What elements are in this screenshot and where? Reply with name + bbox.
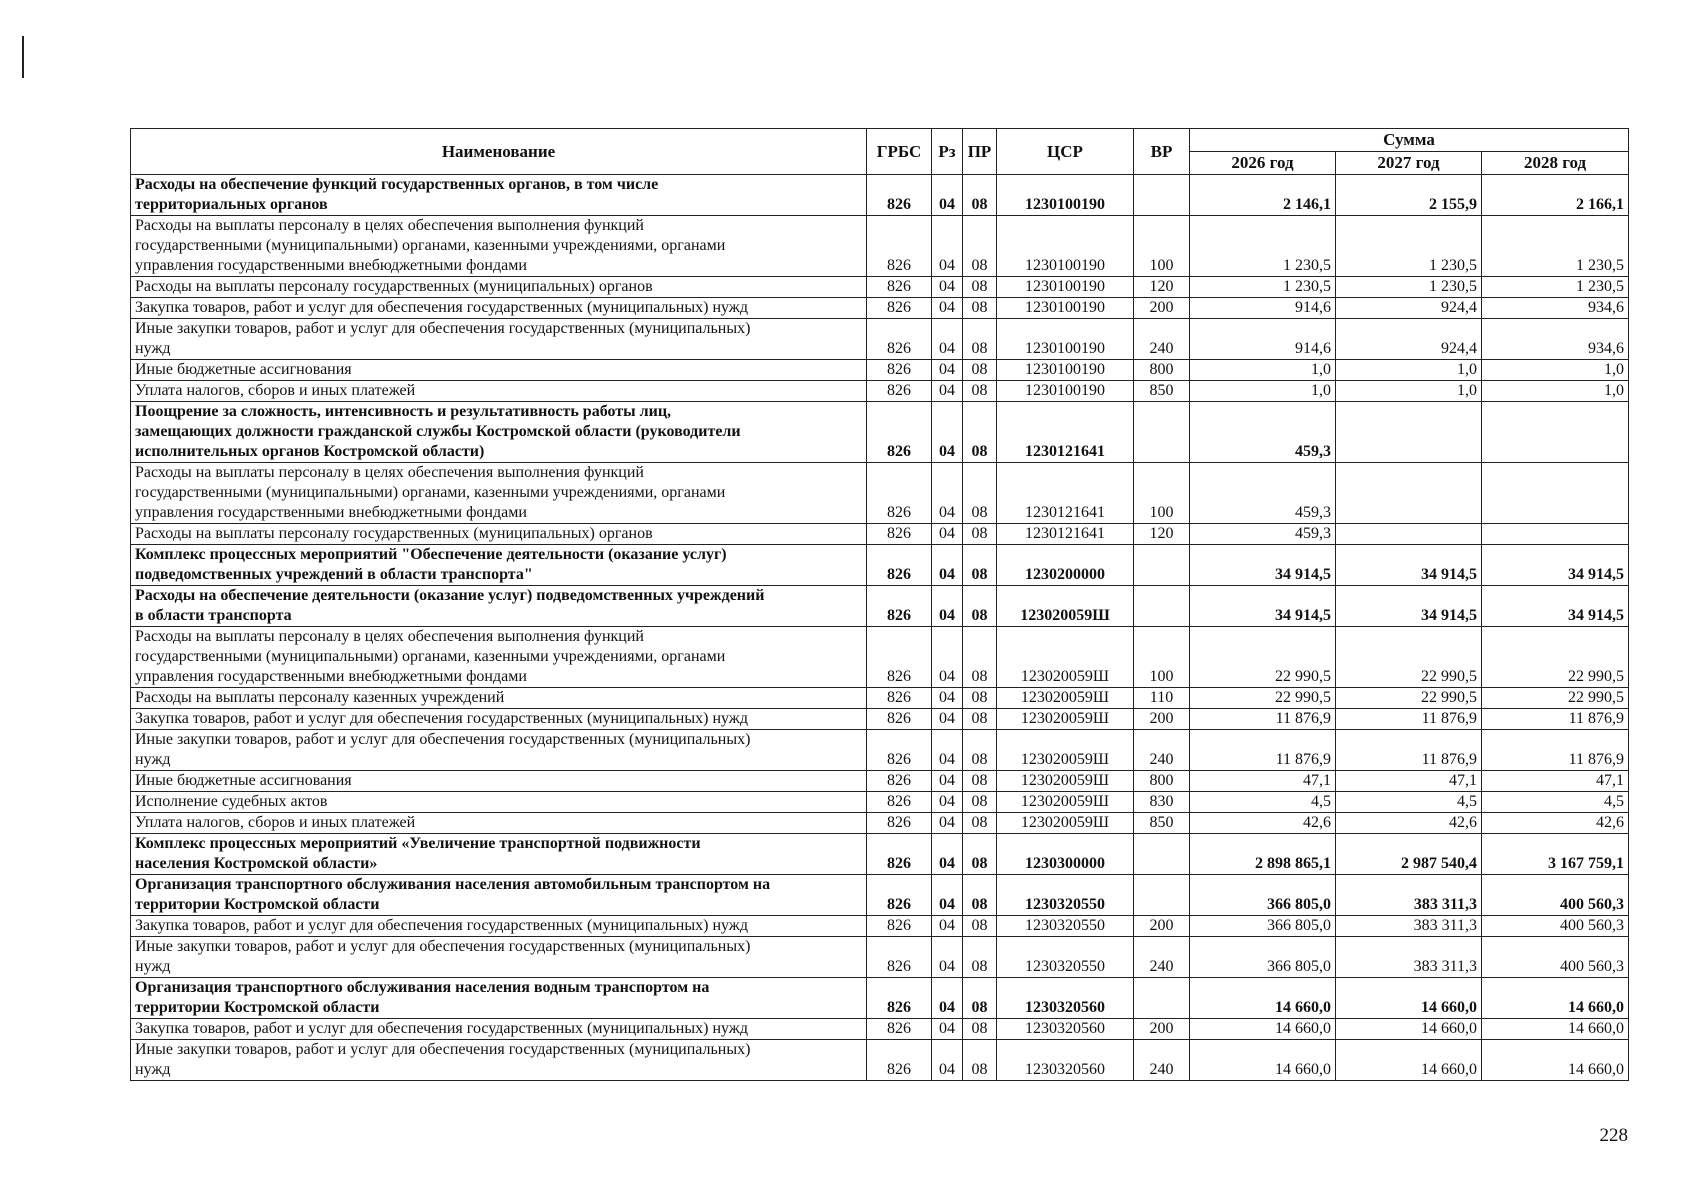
row-csr: 123020059Ш (997, 627, 1134, 688)
row-sum-2026: 11 876,9 (1190, 730, 1336, 771)
row-vr: 240 (1134, 1040, 1190, 1081)
row-sum-2027 (1336, 524, 1482, 545)
row-sum-2026: 4,5 (1190, 792, 1336, 813)
row-sum-2027: 383 311,3 (1336, 937, 1482, 978)
row-sum-2028: 4,5 (1482, 792, 1629, 813)
row-sum-2027: 47,1 (1336, 771, 1482, 792)
row-name: Иные бюджетные ассигнования (131, 771, 867, 792)
row-name: Расходы на выплаты персоналу в целях обеспечения выполнения функций государственными (муниципальными) органами, казенными учреждениями, органами управления государственными внебюджетными фондами (131, 463, 867, 524)
table-row (131, 319, 1629, 360)
row-csr: 1230320560 (997, 1040, 1134, 1081)
row-pr: 08 (963, 813, 997, 834)
row-pr: 08 (963, 792, 997, 813)
header-year-2026: 2026 год (1190, 152, 1336, 175)
row-pr: 08 (963, 360, 997, 381)
row-name: Организация транспортного обслуживания населения водным транспортом на территории Костромской области (131, 978, 867, 1019)
row-csr: 1230121641 (997, 402, 1134, 463)
row-sum-2028: 11 876,9 (1482, 709, 1629, 730)
row-sum-2027: 42,6 (1336, 813, 1482, 834)
row-csr: 1230121641 (997, 524, 1134, 545)
row-rz: 04 (932, 834, 963, 875)
row-sum-2027: 22 990,5 (1336, 688, 1482, 709)
row-name: Расходы на выплаты персоналу казенных учреждений (131, 688, 867, 709)
row-rz: 04 (932, 545, 963, 586)
row-pr: 08 (963, 524, 997, 545)
row-name: Закупка товаров, работ и услуг для обеспечения государственных (муниципальных) нужд (131, 709, 867, 730)
row-vr: 120 (1134, 277, 1190, 298)
row-sum-2028: 14 660,0 (1482, 1019, 1629, 1040)
row-csr: 1230200000 (997, 545, 1134, 586)
row-pr: 08 (963, 402, 997, 463)
row-vr: 850 (1134, 381, 1190, 402)
row-sum-2028: 400 560,3 (1482, 937, 1629, 978)
table-row (131, 277, 1629, 298)
margin-mark (22, 36, 24, 78)
row-name: Расходы на выплаты персоналу в целях обеспечения выполнения функций государственными (муниципальными) органами, казенными учреждениями, органами управления государственными внебюджетными фондами (131, 216, 867, 277)
row-csr: 123020059Ш (997, 586, 1134, 627)
table-row (131, 381, 1629, 402)
row-rz: 04 (932, 875, 963, 916)
row-sum-2027 (1336, 463, 1482, 524)
header-vr: ВР (1134, 129, 1190, 175)
row-sum-2026: 2 146,1 (1190, 175, 1336, 216)
row-csr: 123020059Ш (997, 813, 1134, 834)
row-grbs: 826 (867, 586, 932, 627)
row-sum-2027: 14 660,0 (1336, 1019, 1482, 1040)
row-sum-2027: 924,4 (1336, 298, 1482, 319)
row-vr (1134, 586, 1190, 627)
row-sum-2026: 11 876,9 (1190, 709, 1336, 730)
row-vr: 200 (1134, 916, 1190, 937)
row-rz: 04 (932, 792, 963, 813)
row-vr: 100 (1134, 216, 1190, 277)
row-grbs: 826 (867, 978, 932, 1019)
row-csr: 123020059Ш (997, 688, 1134, 709)
row-rz: 04 (932, 360, 963, 381)
table-row (131, 916, 1629, 937)
table-header (131, 129, 1629, 175)
row-rz: 04 (932, 813, 963, 834)
row-name: Расходы на выплаты персоналу государственных (муниципальных) органов (131, 277, 867, 298)
row-rz: 04 (932, 978, 963, 1019)
row-sum-2028: 14 660,0 (1482, 1040, 1629, 1081)
row-pr: 08 (963, 709, 997, 730)
row-sum-2027: 34 914,5 (1336, 545, 1482, 586)
row-sum-2027: 34 914,5 (1336, 586, 1482, 627)
row-sum-2028: 400 560,3 (1482, 875, 1629, 916)
row-csr: 1230320560 (997, 1019, 1134, 1040)
table-row (131, 524, 1629, 545)
row-name: Комплекс процессных мероприятий «Увеличение транспортной подвижности населения Костромской области» (131, 834, 867, 875)
row-pr: 08 (963, 277, 997, 298)
header-csr: ЦСР (997, 129, 1134, 175)
header-pr: ПР (963, 129, 997, 175)
row-sum-2028: 14 660,0 (1482, 978, 1629, 1019)
row-vr: 100 (1134, 463, 1190, 524)
row-rz: 04 (932, 1040, 963, 1081)
row-sum-2027: 383 311,3 (1336, 875, 1482, 916)
row-pr: 08 (963, 216, 997, 277)
row-grbs: 826 (867, 875, 932, 916)
row-sum-2028: 934,6 (1482, 298, 1629, 319)
row-rz: 04 (932, 627, 963, 688)
row-rz: 04 (932, 688, 963, 709)
row-rz: 04 (932, 175, 963, 216)
row-vr: 800 (1134, 771, 1190, 792)
row-vr: 120 (1134, 524, 1190, 545)
row-sum-2028: 2 166,1 (1482, 175, 1629, 216)
row-csr: 123020059Ш (997, 730, 1134, 771)
row-name: Расходы на обеспечение функций государственных органов, в том числе территориальных органов (131, 175, 867, 216)
row-sum-2026: 1,0 (1190, 360, 1336, 381)
row-grbs: 826 (867, 524, 932, 545)
row-rz: 04 (932, 771, 963, 792)
row-grbs: 826 (867, 627, 932, 688)
row-sum-2026: 34 914,5 (1190, 586, 1336, 627)
row-sum-2028: 34 914,5 (1482, 545, 1629, 586)
row-sum-2027: 22 990,5 (1336, 627, 1482, 688)
row-pr: 08 (963, 298, 997, 319)
table-row (131, 771, 1629, 792)
row-grbs: 826 (867, 298, 932, 319)
row-sum-2026: 459,3 (1190, 402, 1336, 463)
row-grbs: 826 (867, 360, 932, 381)
row-vr: 830 (1134, 792, 1190, 813)
row-name: Исполнение судебных актов (131, 792, 867, 813)
row-sum-2028: 42,6 (1482, 813, 1629, 834)
row-sum-2026: 366 805,0 (1190, 875, 1336, 916)
row-pr: 08 (963, 319, 997, 360)
row-csr: 1230320550 (997, 916, 1134, 937)
row-sum-2028: 1 230,5 (1482, 216, 1629, 277)
row-csr: 123020059Ш (997, 771, 1134, 792)
row-rz: 04 (932, 402, 963, 463)
row-csr: 1230100190 (997, 175, 1134, 216)
row-rz: 04 (932, 319, 963, 360)
row-sum-2026: 459,3 (1190, 524, 1336, 545)
row-vr: 200 (1134, 709, 1190, 730)
row-vr: 240 (1134, 319, 1190, 360)
row-name: Уплата налогов, сборов и иных платежей (131, 813, 867, 834)
row-name: Иные бюджетные ассигнования (131, 360, 867, 381)
row-sum-2027: 1,0 (1336, 381, 1482, 402)
header-sum: Сумма (1190, 129, 1629, 152)
row-sum-2028: 47,1 (1482, 771, 1629, 792)
table-row (131, 1019, 1629, 1040)
row-grbs: 826 (867, 709, 932, 730)
row-sum-2028: 34 914,5 (1482, 586, 1629, 627)
row-name: Закупка товаров, работ и услуг для обеспечения государственных (муниципальных) нужд (131, 1019, 867, 1040)
row-sum-2026: 1 230,5 (1190, 216, 1336, 277)
row-name: Организация транспортного обслуживания населения автомобильным транспортом на территории Костромской области (131, 875, 867, 916)
row-pr: 08 (963, 688, 997, 709)
row-csr: 1230121641 (997, 463, 1134, 524)
row-grbs: 826 (867, 937, 932, 978)
table-row (131, 875, 1629, 916)
row-sum-2027: 14 660,0 (1336, 1040, 1482, 1081)
table-row (131, 545, 1629, 586)
row-pr: 08 (963, 834, 997, 875)
row-csr: 1230300000 (997, 834, 1134, 875)
table-body (131, 175, 1629, 1081)
row-csr: 1230100190 (997, 319, 1134, 360)
table-row (131, 937, 1629, 978)
row-pr: 08 (963, 586, 997, 627)
row-csr: 1230100190 (997, 360, 1134, 381)
row-vr (1134, 978, 1190, 1019)
row-vr: 850 (1134, 813, 1190, 834)
row-sum-2027: 1,0 (1336, 360, 1482, 381)
row-pr: 08 (963, 978, 997, 1019)
row-grbs: 826 (867, 771, 932, 792)
table-row (131, 627, 1629, 688)
row-csr: 1230100190 (997, 277, 1134, 298)
page-number: 228 (1599, 1125, 1628, 1146)
row-pr: 08 (963, 1019, 997, 1040)
row-rz: 04 (932, 463, 963, 524)
row-vr: 100 (1134, 627, 1190, 688)
row-vr (1134, 834, 1190, 875)
row-name: Расходы на обеспечение деятельности (оказание услуг) подведомственных учреждений в области транспорта (131, 586, 867, 627)
header-year-2028: 2028 год (1482, 152, 1629, 175)
row-name: Закупка товаров, работ и услуг для обеспечения государственных (муниципальных) нужд (131, 298, 867, 319)
row-name: Поощрение за сложность, интенсивность и результативность работы лиц, замещающих должности гражданской службы Костромской области (руководители исполнительных органов Костромской области) (131, 402, 867, 463)
row-vr (1134, 875, 1190, 916)
row-pr: 08 (963, 175, 997, 216)
row-csr: 1230320550 (997, 875, 1134, 916)
row-sum-2028: 400 560,3 (1482, 916, 1629, 937)
row-pr: 08 (963, 875, 997, 916)
header-rz: Рз (932, 129, 963, 175)
row-sum-2027: 924,4 (1336, 319, 1482, 360)
row-rz: 04 (932, 216, 963, 277)
row-grbs: 826 (867, 834, 932, 875)
row-sum-2027: 1 230,5 (1336, 277, 1482, 298)
row-sum-2028: 1 230,5 (1482, 277, 1629, 298)
row-sum-2026: 34 914,5 (1190, 545, 1336, 586)
row-name: Иные закупки товаров, работ и услуг для обеспечения государственных (муниципальных) нужд (131, 937, 867, 978)
row-sum-2027: 2 987 540,4 (1336, 834, 1482, 875)
row-csr: 1230320560 (997, 978, 1134, 1019)
row-name: Иные закупки товаров, работ и услуг для обеспечения государственных (муниципальных) нужд (131, 1040, 867, 1081)
row-grbs: 826 (867, 792, 932, 813)
row-sum-2026: 1 230,5 (1190, 277, 1336, 298)
row-rz: 04 (932, 586, 963, 627)
row-vr: 200 (1134, 1019, 1190, 1040)
table-row (131, 1040, 1629, 1081)
row-name: Расходы на выплаты персоналу государственных (муниципальных) органов (131, 524, 867, 545)
row-sum-2028: 1,0 (1482, 360, 1629, 381)
table-row (131, 792, 1629, 813)
table-row (131, 463, 1629, 524)
row-sum-2026: 1,0 (1190, 381, 1336, 402)
row-grbs: 826 (867, 463, 932, 524)
row-sum-2026: 22 990,5 (1190, 688, 1336, 709)
row-grbs: 826 (867, 175, 932, 216)
row-sum-2026: 14 660,0 (1190, 1019, 1336, 1040)
row-sum-2027 (1336, 402, 1482, 463)
row-sum-2026: 47,1 (1190, 771, 1336, 792)
row-vr: 200 (1134, 298, 1190, 319)
row-rz: 04 (932, 298, 963, 319)
row-sum-2026: 914,6 (1190, 319, 1336, 360)
row-sum-2027: 2 155,9 (1336, 175, 1482, 216)
row-name: Иные закупки товаров, работ и услуг для обеспечения государственных (муниципальных) нужд (131, 319, 867, 360)
row-grbs: 826 (867, 277, 932, 298)
row-vr (1134, 402, 1190, 463)
row-sum-2028: 11 876,9 (1482, 730, 1629, 771)
row-rz: 04 (932, 524, 963, 545)
row-sum-2028 (1482, 463, 1629, 524)
row-sum-2027: 4,5 (1336, 792, 1482, 813)
row-sum-2028: 1,0 (1482, 381, 1629, 402)
row-rz: 04 (932, 730, 963, 771)
row-pr: 08 (963, 627, 997, 688)
table-row (131, 402, 1629, 463)
row-csr: 1230100190 (997, 216, 1134, 277)
row-vr (1134, 175, 1190, 216)
row-rz: 04 (932, 709, 963, 730)
row-csr: 123020059Ш (997, 792, 1134, 813)
table-row (131, 834, 1629, 875)
row-sum-2028: 934,6 (1482, 319, 1629, 360)
row-sum-2027: 11 876,9 (1336, 730, 1482, 771)
row-grbs: 826 (867, 916, 932, 937)
row-sum-2026: 459,3 (1190, 463, 1336, 524)
row-rz: 04 (932, 916, 963, 937)
row-vr: 240 (1134, 937, 1190, 978)
row-pr: 08 (963, 545, 997, 586)
row-sum-2028 (1482, 402, 1629, 463)
row-csr: 1230100190 (997, 298, 1134, 319)
row-pr: 08 (963, 937, 997, 978)
row-grbs: 826 (867, 730, 932, 771)
row-sum-2026: 2 898 865,1 (1190, 834, 1336, 875)
row-grbs: 826 (867, 1040, 932, 1081)
row-csr: 1230320550 (997, 937, 1134, 978)
row-sum-2027: 14 660,0 (1336, 978, 1482, 1019)
header-grbs: ГРБС (867, 129, 932, 175)
table-row (131, 813, 1629, 834)
row-sum-2026: 366 805,0 (1190, 937, 1336, 978)
row-name: Расходы на выплаты персоналу в целях обеспечения выполнения функций государственными (муниципальными) органами, казенными учреждениями, органами управления государственными внебюджетными фондами (131, 627, 867, 688)
row-grbs: 826 (867, 402, 932, 463)
row-sum-2026: 914,6 (1190, 298, 1336, 319)
row-sum-2026: 42,6 (1190, 813, 1336, 834)
row-grbs: 826 (867, 319, 932, 360)
table-row (131, 360, 1629, 381)
row-pr: 08 (963, 771, 997, 792)
row-grbs: 826 (867, 1019, 932, 1040)
row-vr: 800 (1134, 360, 1190, 381)
table-row (131, 730, 1629, 771)
table-row (131, 298, 1629, 319)
row-pr: 08 (963, 463, 997, 524)
row-pr: 08 (963, 1040, 997, 1081)
row-pr: 08 (963, 381, 997, 402)
row-name: Уплата налогов, сборов и иных платежей (131, 381, 867, 402)
row-vr: 110 (1134, 688, 1190, 709)
row-sum-2027: 383 311,3 (1336, 916, 1482, 937)
row-vr (1134, 545, 1190, 586)
row-sum-2026: 22 990,5 (1190, 627, 1336, 688)
row-name: Комплекс процессных мероприятий "Обеспечение деятельности (оказание услуг) подведомственных учреждений в области транспорта" (131, 545, 867, 586)
row-sum-2027: 11 876,9 (1336, 709, 1482, 730)
row-rz: 04 (932, 1019, 963, 1040)
row-rz: 04 (932, 277, 963, 298)
row-sum-2028: 22 990,5 (1482, 627, 1629, 688)
row-grbs: 826 (867, 381, 932, 402)
row-vr: 240 (1134, 730, 1190, 771)
row-sum-2026: 14 660,0 (1190, 1040, 1336, 1081)
table-row (131, 175, 1629, 216)
row-sum-2026: 366 805,0 (1190, 916, 1336, 937)
row-pr: 08 (963, 916, 997, 937)
header-name: Наименование (131, 129, 867, 175)
table-row (131, 586, 1629, 627)
row-grbs: 826 (867, 216, 932, 277)
budget-table (130, 128, 1629, 1081)
row-grbs: 826 (867, 545, 932, 586)
row-sum-2028 (1482, 524, 1629, 545)
row-csr: 1230100190 (997, 381, 1134, 402)
row-sum-2026: 14 660,0 (1190, 978, 1336, 1019)
table-row (131, 688, 1629, 709)
row-sum-2028: 3 167 759,1 (1482, 834, 1629, 875)
row-sum-2027: 1 230,5 (1336, 216, 1482, 277)
row-grbs: 826 (867, 813, 932, 834)
row-rz: 04 (932, 381, 963, 402)
table-row (131, 216, 1629, 277)
row-name: Закупка товаров, работ и услуг для обеспечения государственных (муниципальных) нужд (131, 916, 867, 937)
table-row (131, 709, 1629, 730)
row-sum-2028: 22 990,5 (1482, 688, 1629, 709)
row-name: Иные закупки товаров, работ и услуг для обеспечения государственных (муниципальных) нужд (131, 730, 867, 771)
row-pr: 08 (963, 730, 997, 771)
header-year-2027: 2027 год (1336, 152, 1482, 175)
row-csr: 123020059Ш (997, 709, 1134, 730)
table-row (131, 978, 1629, 1019)
row-grbs: 826 (867, 688, 932, 709)
row-rz: 04 (932, 937, 963, 978)
